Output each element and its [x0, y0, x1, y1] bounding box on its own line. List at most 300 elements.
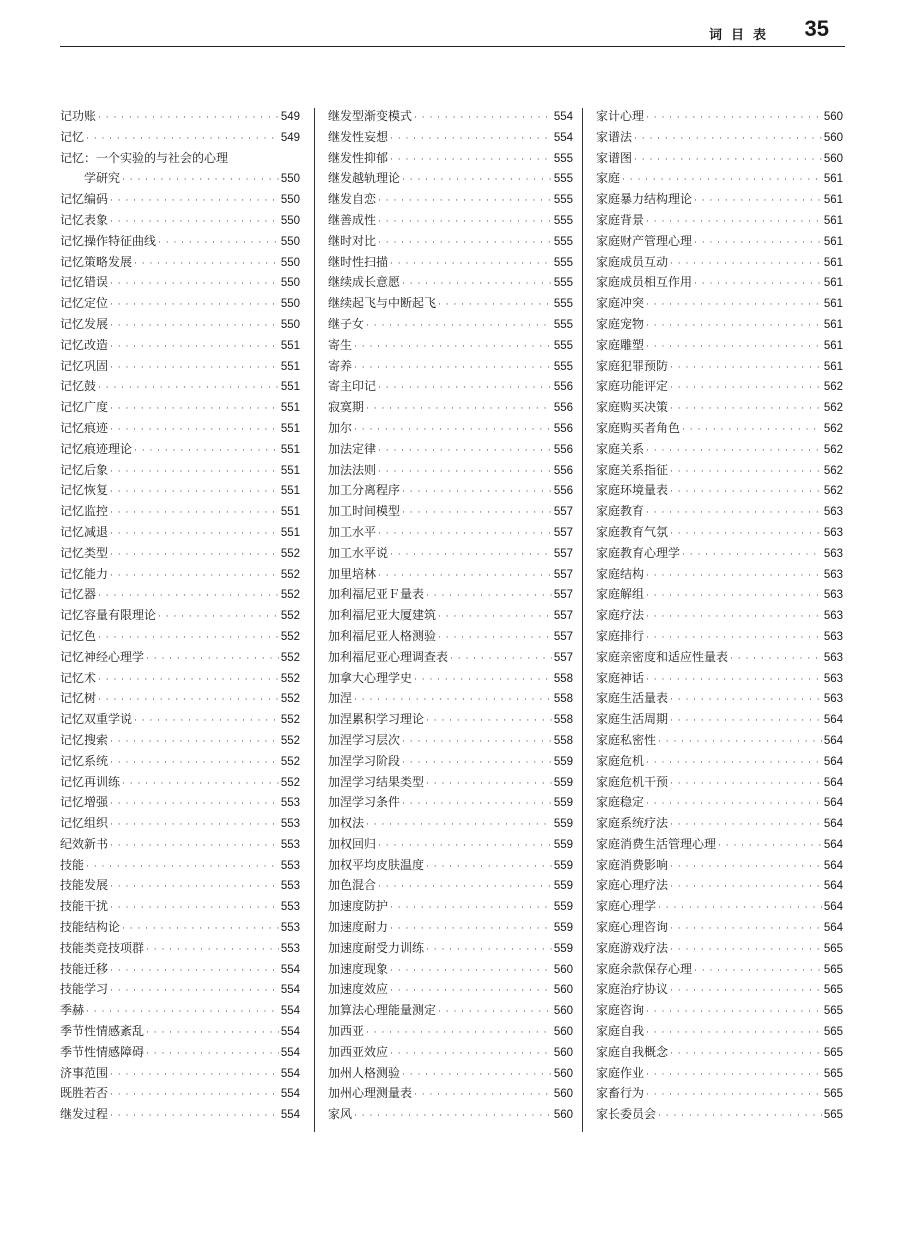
entry-term: 家庭神话 [596, 670, 645, 685]
dot-leader [658, 732, 822, 753]
dot-leader [366, 316, 552, 337]
index-entry [328, 1104, 573, 1125]
index-entry [596, 106, 843, 127]
entry-page-number: 550 [280, 318, 300, 331]
dot-leader [378, 191, 552, 212]
entry-page-number: 555 [553, 339, 573, 352]
index-column-1 [60, 106, 300, 1125]
entry-term: 记忆搜索 [60, 732, 109, 747]
entry-page-number: 552 [280, 734, 300, 747]
entry-page-number: 556 [553, 381, 573, 394]
dot-leader [378, 441, 552, 462]
index-entry [596, 314, 843, 335]
entry-page-number: 561 [823, 318, 843, 331]
entry-term: 加权法 [328, 816, 365, 831]
dot-leader [646, 628, 822, 649]
entry-term: 加涅学习条件 [328, 795, 401, 810]
index-entry [328, 772, 573, 793]
entry-term: 家庭心理疗法 [596, 878, 669, 893]
entry-page-number: 554 [280, 1067, 300, 1080]
dot-leader [438, 1002, 552, 1023]
index-entry [60, 584, 300, 605]
dot-leader [390, 545, 552, 566]
entry-term: 继善成性 [328, 212, 377, 227]
entry-term: 家庭亲密度和适应性量表 [596, 649, 729, 664]
entry-page-number: 561 [823, 277, 843, 290]
entry-term: 记忆巩固 [60, 358, 109, 373]
dot-leader [670, 711, 822, 732]
index-entry [596, 1042, 843, 1063]
index-entry [596, 148, 843, 169]
dot-leader [694, 961, 822, 982]
index-entry [328, 1063, 573, 1084]
entry-term: 家庭生活量表 [596, 691, 669, 706]
entry-page-number: 557 [553, 610, 573, 623]
entry-term: 记忆鼓 [60, 379, 97, 394]
dot-leader [646, 670, 822, 691]
dot-leader [646, 794, 822, 815]
entry-term: 记忆组织 [60, 816, 109, 831]
entry-page-number: 561 [823, 173, 843, 186]
entry-page-number: 560 [553, 1046, 573, 1059]
dot-leader [110, 877, 279, 898]
index-entry [596, 376, 843, 397]
dot-leader [110, 545, 279, 566]
entry-page-number: 560 [553, 1109, 573, 1122]
dot-leader [426, 586, 552, 607]
entry-term: 记忆编码 [60, 192, 109, 207]
dot-leader [110, 981, 279, 1002]
entry-term: 家庭作业 [596, 1065, 645, 1080]
dot-leader [390, 981, 552, 1002]
entry-term: 记忆 [60, 129, 85, 144]
entry-term: 加利福尼亚Ｆ量表 [328, 587, 425, 602]
dot-leader [682, 420, 822, 441]
entry-page-number: 550 [280, 235, 300, 248]
entry-page-number: 558 [553, 734, 573, 747]
dot-leader [670, 940, 822, 961]
entry-page-number: 550 [280, 256, 300, 269]
dot-leader [390, 919, 552, 940]
index-columns [60, 106, 845, 1136]
dot-leader [670, 524, 822, 545]
index-entry [60, 1083, 300, 1104]
entry-term: 记忆神经心理学 [60, 649, 145, 664]
entry-term: 家庭排行 [596, 628, 645, 643]
entry-term: 技能结构论 [60, 920, 121, 935]
entry-term: 记忆色 [60, 628, 97, 643]
index-entry [596, 335, 843, 356]
entry-term: 季节性情感障碍 [60, 1044, 145, 1059]
entry-page-number: 560 [823, 131, 843, 144]
entry-page-number: 553 [280, 838, 300, 851]
index-entry [328, 501, 573, 522]
entry-term: 家庭环境量表 [596, 483, 669, 498]
index-entry [596, 252, 843, 273]
index-entry [328, 543, 573, 564]
entry-term: 加速度耐受力训练 [328, 940, 425, 955]
dot-leader [670, 815, 822, 836]
entry-term: 家庭成员相互作用 [596, 275, 693, 290]
index-entry [328, 376, 573, 397]
dot-leader [634, 129, 822, 150]
entry-page-number: 554 [280, 1088, 300, 1101]
dot-leader [354, 358, 552, 379]
index-entry [596, 938, 843, 959]
index-entry [60, 189, 300, 210]
index-entry [328, 668, 573, 689]
entry-page-number: 549 [280, 131, 300, 144]
index-entry [328, 855, 573, 876]
entry-term: 家庭咨询 [596, 1003, 645, 1018]
dot-leader [414, 670, 552, 691]
index-entry [60, 688, 300, 709]
index-entry [596, 959, 843, 980]
dot-leader [110, 898, 279, 919]
dot-leader [122, 774, 279, 795]
dot-leader [646, 1023, 822, 1044]
entry-term: 加涅 [328, 691, 353, 706]
entry-page-number: 553 [280, 859, 300, 872]
index-entry [328, 480, 573, 501]
index-entry [596, 501, 843, 522]
entry-term: 家庭心理咨询 [596, 920, 669, 935]
entry-page-number: 560 [553, 984, 573, 997]
entry-term: 家庭宠物 [596, 316, 645, 331]
entry-page-number: 555 [553, 173, 573, 186]
dot-leader [354, 337, 552, 358]
entry-page-number: 550 [280, 173, 300, 186]
entry-page-number: 557 [553, 630, 573, 643]
dot-leader [110, 794, 279, 815]
dot-leader [438, 628, 552, 649]
entry-page-number: 565 [823, 1109, 843, 1122]
dot-leader [110, 753, 279, 774]
dot-leader [682, 545, 822, 566]
index-entry [60, 397, 300, 418]
entry-page-number: 557 [553, 589, 573, 602]
entry-term: 继发性抑郁 [328, 150, 389, 165]
entry-page-number: 552 [280, 589, 300, 602]
entry-term: 继子女 [328, 316, 365, 331]
entry-page-number: 554 [280, 963, 300, 976]
entry-page-number: 563 [823, 630, 843, 643]
dot-leader [658, 1106, 822, 1127]
entry-page-number: 560 [553, 1067, 573, 1080]
index-entry [60, 1021, 300, 1042]
dot-leader [450, 649, 552, 670]
entry-page-number: 552 [280, 547, 300, 560]
dot-leader [670, 857, 822, 878]
index-entry [60, 564, 300, 585]
entry-page-number: 550 [280, 194, 300, 207]
index-entry [596, 397, 843, 418]
index-entry [328, 564, 573, 585]
dot-leader [390, 150, 552, 171]
entry-term: 家庭关系 [596, 441, 645, 456]
dot-leader [378, 378, 552, 399]
entry-term: 技能迁移 [60, 961, 109, 976]
entry-term: 记忆器 [60, 587, 97, 602]
dot-leader [110, 815, 279, 836]
entry-term: 记忆双重学说 [60, 712, 133, 727]
entry-page-number: 553 [280, 880, 300, 893]
entry-term: 加速度防护 [328, 899, 389, 914]
index-entry [60, 543, 300, 564]
index-entry [328, 584, 573, 605]
dot-leader [390, 129, 552, 150]
dot-leader [98, 586, 279, 607]
entry-page-number: 560 [553, 1088, 573, 1101]
entry-page-number: 562 [823, 381, 843, 394]
index-entry [328, 938, 573, 959]
dot-leader [146, 649, 279, 670]
index-entry [596, 896, 843, 917]
entry-term: 继发型渐变模式 [328, 109, 413, 123]
dot-leader [646, 337, 822, 358]
entry-term: 家庭稳定 [596, 795, 645, 810]
dot-leader [146, 940, 279, 961]
dot-leader [402, 503, 552, 524]
index-entry [60, 272, 300, 293]
entry-term: 家庭教育气氛 [596, 524, 669, 539]
entry-page-number: 556 [553, 402, 573, 415]
column-divider [582, 108, 583, 1132]
entry-page-number: 564 [823, 880, 843, 893]
entry-page-number: 559 [553, 880, 573, 893]
index-entry [596, 834, 843, 855]
entry-page-number: 555 [553, 194, 573, 207]
entry-term: 家谱图 [596, 150, 633, 165]
entry-term: 加工水平 [328, 524, 377, 539]
entry-page-number: 554 [553, 111, 573, 123]
dot-leader [646, 108, 822, 129]
entry-page-number: 559 [553, 838, 573, 851]
dot-leader [402, 732, 552, 753]
entry-term: 加州人格测验 [328, 1065, 401, 1080]
entry-term: 寄主印记 [328, 379, 377, 394]
index-entry [596, 792, 843, 813]
entry-page-number: 557 [553, 506, 573, 519]
entry-term: 记忆发展 [60, 316, 109, 331]
index-entry [596, 584, 843, 605]
index-column-3 [596, 106, 843, 1125]
entry-term: 家庭购买决策 [596, 400, 669, 415]
index-entry [596, 210, 843, 231]
dot-leader [646, 753, 822, 774]
entry-page-number: 563 [823, 693, 843, 706]
dot-leader [110, 836, 279, 857]
entry-term: 加权平均皮肤温度 [328, 857, 425, 872]
entry-page-number: 554 [280, 1046, 300, 1059]
entry-page-number: 565 [823, 1046, 843, 1059]
dot-leader [670, 877, 822, 898]
index-entry [328, 917, 573, 938]
dot-leader [378, 877, 552, 898]
entry-term: 加速度耐力 [328, 920, 389, 935]
dot-leader [402, 274, 552, 295]
dot-leader [110, 462, 279, 483]
entry-page-number: 559 [553, 818, 573, 831]
entry-term: 记忆容量有限理论 [60, 608, 157, 623]
entry-page-number: 561 [823, 339, 843, 352]
index-entry [328, 979, 573, 1000]
entry-page-number: 560 [553, 1026, 573, 1039]
index-entry [60, 730, 300, 751]
entry-term: 家庭暴力结构理论 [596, 192, 693, 207]
dot-leader [110, 420, 279, 441]
entry-term: 加涅学习层次 [328, 732, 401, 747]
index-entry [596, 231, 843, 252]
dot-leader [354, 420, 552, 441]
index-entry [328, 626, 573, 647]
index-entry [60, 626, 300, 647]
index-entry [596, 522, 843, 543]
index-entry [328, 460, 573, 481]
entry-term: 记忆错误 [60, 275, 109, 290]
entry-page-number: 559 [553, 776, 573, 789]
entry-page-number: 553 [280, 901, 300, 914]
entry-page-number: 554 [280, 1026, 300, 1039]
dot-leader [110, 524, 279, 545]
dot-leader [646, 1085, 822, 1106]
dot-leader [646, 607, 822, 628]
dot-leader [670, 358, 822, 379]
index-entry [596, 189, 843, 210]
entry-term: 家庭功能评定 [596, 379, 669, 394]
index-entry [328, 418, 573, 439]
entry-term: 家谱法 [596, 129, 633, 144]
entry-term: 记忆能力 [60, 566, 109, 581]
dot-leader [670, 378, 822, 399]
dot-leader [426, 711, 552, 732]
entry-page-number: 558 [553, 693, 573, 706]
entry-term: 继续起飞与中断起飞 [328, 296, 437, 311]
dot-leader [414, 1085, 552, 1106]
entry-page-number: 555 [553, 256, 573, 269]
index-entry [596, 480, 843, 501]
entry-page-number: 552 [280, 651, 300, 664]
entry-term: 继时对比 [328, 233, 377, 248]
index-entry [328, 792, 573, 813]
entry-term: 加尔 [328, 420, 353, 435]
entry-term: 加法定律 [328, 441, 377, 456]
entry-term: 技能干扰 [60, 899, 109, 914]
entry-page-number: 551 [280, 402, 300, 415]
entry-term: 记忆痕迹 [60, 420, 109, 435]
index-entry [328, 751, 573, 772]
dot-leader [646, 316, 822, 337]
entry-term: 记忆操作特征曲线 [60, 233, 157, 248]
dot-leader [402, 1065, 552, 1086]
index-entry [328, 1083, 573, 1104]
entry-page-number: 551 [280, 464, 300, 477]
entry-term: 家庭 [596, 171, 621, 186]
entry-term: 家庭余款保存心理 [596, 961, 693, 976]
dot-leader [646, 503, 822, 524]
dot-leader [110, 316, 279, 337]
entry-term: 家风 [328, 1107, 353, 1122]
index-entry [596, 751, 843, 772]
index-entry [328, 1042, 573, 1063]
dot-leader [670, 1044, 822, 1065]
dot-leader [110, 337, 279, 358]
dot-leader [646, 441, 822, 462]
entry-page-number: 552 [280, 693, 300, 706]
entry-page-number: 559 [553, 901, 573, 914]
dot-leader [670, 981, 822, 1002]
dot-leader [718, 836, 822, 857]
dot-leader [670, 482, 822, 503]
entry-term: 记忆痕迹理论 [60, 441, 133, 456]
index-entry [60, 792, 300, 813]
entry-term: 家庭结构 [596, 566, 645, 581]
dot-leader [694, 191, 822, 212]
dot-leader [110, 399, 279, 420]
entry-page-number: 555 [553, 214, 573, 227]
index-entry [328, 210, 573, 231]
entry-term: 记忆再训练 [60, 774, 121, 789]
index-entry [596, 979, 843, 1000]
entry-term: 加涅学习结果类型 [328, 774, 425, 789]
dot-leader [110, 1106, 279, 1127]
entry-term: 寂寞期 [328, 400, 365, 415]
entry-page-number: 565 [823, 963, 843, 976]
entry-term: 家庭自我 [596, 1024, 645, 1039]
index-entry [60, 335, 300, 356]
entry-page-number: 550 [280, 214, 300, 227]
entry-term: 家庭危机干预 [596, 774, 669, 789]
dot-leader [670, 254, 822, 275]
entry-term: 家庭私密性 [596, 732, 657, 747]
entry-term: 家庭解组 [596, 587, 645, 602]
index-entry [596, 772, 843, 793]
entry-page-number: 565 [823, 942, 843, 955]
entry-page-number: 555 [553, 360, 573, 373]
entry-term: 加西亚 [328, 1024, 365, 1039]
index-entry [596, 647, 843, 668]
index-entry [328, 896, 573, 917]
entry-page-number: 562 [823, 443, 843, 456]
index-entry [328, 730, 573, 751]
entry-page-number: 554 [553, 131, 573, 144]
entry-page-number: 565 [823, 1067, 843, 1080]
entry-page-number: 564 [823, 797, 843, 810]
entry-page-number: 552 [280, 672, 300, 685]
index-entry [596, 127, 843, 148]
dot-leader [110, 961, 279, 982]
entry-page-number: 549 [280, 111, 300, 123]
index-entry [328, 314, 573, 335]
entry-page-number: 556 [553, 422, 573, 435]
entry-term: 家庭疗法 [596, 608, 645, 623]
page-header [60, 18, 845, 47]
dot-leader [366, 399, 552, 420]
index-entry [60, 480, 300, 501]
dot-leader [646, 212, 822, 233]
dot-leader [134, 441, 279, 462]
entry-term: 加算法心理能量测定 [328, 1003, 437, 1018]
dot-leader [110, 295, 279, 316]
entry-page-number: 552 [280, 568, 300, 581]
dot-leader [146, 1044, 279, 1065]
index-entry [60, 127, 300, 148]
index-entry [60, 709, 300, 730]
entry-term: 家庭教育心理学 [596, 545, 681, 560]
index-entry [60, 460, 300, 481]
index-entry [596, 1083, 843, 1104]
entry-page-number: 551 [280, 339, 300, 352]
